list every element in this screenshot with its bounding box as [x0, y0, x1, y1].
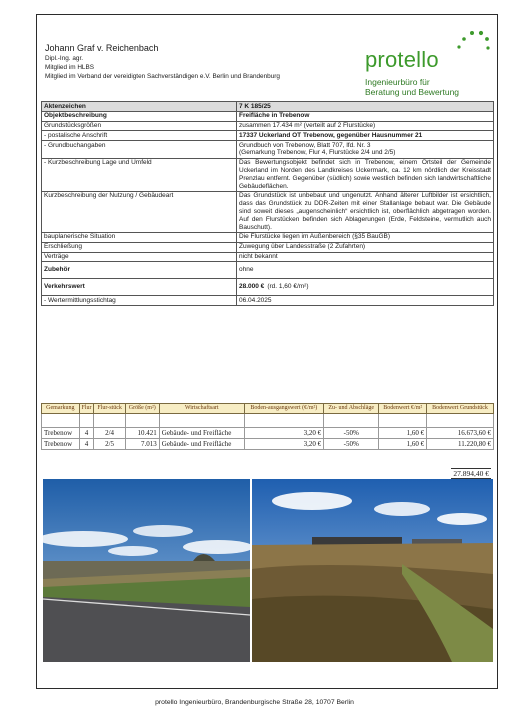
spacer-cell: [244, 414, 324, 428]
valuation-cell: 10.421: [125, 428, 159, 439]
author-name: Johann Graf v. Reichenbach: [45, 43, 159, 53]
valuation-cell: 1,60 €: [379, 439, 427, 450]
info-row: [42, 131, 494, 141]
info-value: [237, 102, 494, 112]
info-value-text: Die Flurstücke liegen im Außenbereich (§35 BauGB): [239, 233, 391, 241]
info-value: [237, 279, 494, 296]
valuation-header-cell: Wirtschaftsart: [159, 404, 244, 414]
valuation-header-cell: Boden-ausgangswert (€/m²): [244, 404, 324, 414]
info-row: [42, 262, 494, 279]
info-value-text: ohne: [239, 266, 254, 274]
property-info-table: [41, 101, 494, 306]
valuation-cell: Trebenow: [42, 428, 80, 439]
spacer-cell: [79, 414, 94, 428]
valuation-cell: 2/4: [94, 428, 125, 439]
spacer-cell: [159, 414, 244, 428]
info-value-note: (rd. 1,60 €/m²): [267, 283, 309, 291]
info-row: [42, 232, 494, 242]
author-block: [45, 43, 280, 81]
info-key: Verkehrswert: [42, 279, 237, 296]
valuation-header-cell: Größe (m²): [125, 404, 159, 414]
info-row: [42, 111, 494, 121]
info-value: [237, 232, 494, 242]
valuation-row: [42, 439, 494, 450]
info-value: [237, 262, 494, 279]
info-value: [237, 141, 494, 159]
info-value: [237, 252, 494, 262]
info-value-text: 06.04.2025: [239, 296, 272, 304]
info-row: [42, 296, 494, 306]
document-page: [36, 14, 498, 689]
logo-tagline: [365, 77, 459, 97]
info-key: Zubehör: [42, 262, 237, 279]
protello-logo: [359, 25, 491, 103]
logo-tagline-1: Ingenieurbüro für: [365, 77, 430, 87]
info-key: Objektbeschreibung: [42, 111, 237, 121]
info-value: [237, 158, 494, 191]
page-footer: protello Ingenieurbüro, Brandenburgische Straße 28, 10707 Berlin: [155, 699, 354, 706]
info-row: [42, 158, 494, 191]
author-membership-1: Mitglied im HLBS: [45, 63, 95, 71]
info-key: Aktenzeichen: [42, 102, 237, 112]
valuation-header-cell: Flur-stück: [94, 404, 125, 414]
info-key: Verträge: [42, 252, 237, 262]
valuation-cell: -50%: [324, 439, 379, 450]
info-value-text: 28.000 €: [239, 283, 265, 291]
spacer-cell: [125, 414, 159, 428]
valuation-header-cell: Flur: [79, 404, 94, 414]
author-degree: Dipl.-Ing. agr.: [45, 54, 84, 62]
valuation-total: 27.894,40 €: [453, 469, 489, 478]
valuation-header-cell: Bodenwert Grundstück: [427, 404, 494, 414]
spacer-cell: [42, 414, 80, 428]
info-row: [42, 252, 494, 262]
info-value-text: Das Bewertungsobjekt befindet sich in Trebenow, einem Ortsteil der Gemeinde Uckerland im Norden des Landkreises Uckermark, ca. 12 km nördlich der Kreisstadt Prenzlau entfernt. Gegenüber (südlich) sowie westlich befinden sich landwirtschaftliche Gebäudeflächen.: [239, 159, 491, 190]
valuation-cell: 4: [79, 428, 94, 439]
info-row: [42, 191, 494, 232]
info-value-text: 7 K 185/25: [239, 102, 271, 110]
logo-dots-icon: [455, 27, 491, 63]
info-value: [237, 296, 494, 306]
info-value-text: Das Grundstück ist unbebaut und ungenutzt. Anhand älterer Luftbilder ist ersichtlich, dass das Grundstück zu DDR-Zeiten mit einer Stallanlage bebaut war. Die Gebäude sind soweit dieses „augenscheinlich“ ersichtlich ist, oberflächlich abgetragen worden. Auf den Flurstücken befinden sich Ablagerungen (Erde, Feldsteine, vermutlich auch Bauschutt).: [239, 192, 491, 231]
valuation-cell: 16.673,60 €: [427, 428, 494, 439]
info-value-text-2: (Gemarkung Trebenow, Flur 4, Flurstücke 2/4 und 2/5): [239, 149, 396, 157]
info-value: [237, 111, 494, 121]
info-value-text: zusammen 17.434 m² (verteilt auf 2 Flurstücke): [239, 122, 376, 130]
info-value-text: nicht bekannt: [239, 253, 278, 261]
info-value-text: Freifläche in Trebenow: [239, 112, 310, 120]
info-row: [42, 242, 494, 252]
logo-wordmark: protello: [365, 47, 439, 72]
info-key: - Grundbuchangaben: [42, 141, 237, 159]
info-value-text: 17337 Uckerland OT Trebenow, gegenüber Hausnummer 21: [239, 131, 423, 139]
valuation-cell: -50%: [324, 428, 379, 439]
info-key: bauplanerische Situation: [42, 232, 237, 242]
valuation-cell: Trebenow: [42, 439, 80, 450]
info-key: Erschließung: [42, 242, 237, 252]
author-membership-2: Mitglied im Verband der vereidigten Sachverständigen e.V. Berlin und Brandenburg: [45, 72, 280, 80]
info-row: [42, 141, 494, 159]
valuation-cell: Gebäude- und Freifläche: [159, 439, 244, 450]
valuation-header-cell: Zu- und Abschläge: [324, 404, 379, 414]
info-key: - Kurzbeschreibung Lage und Umfeld: [42, 158, 237, 191]
info-key: Kurzbeschreibung der Nutzung / Gebäudeart: [42, 191, 237, 232]
valuation-cell: 11.220,80 €: [427, 439, 494, 450]
valuation-header-cell: Gemarkung: [42, 404, 80, 414]
info-value-text: Zuwegung über Landesstraße (2 Zufahrten): [239, 243, 366, 251]
valuation-row: [42, 428, 494, 439]
info-key: - postalische Anschrift: [42, 131, 237, 141]
info-row: [42, 279, 494, 296]
info-value: [237, 121, 494, 131]
info-row: [42, 102, 494, 112]
valuation-cell: 3,20 €: [244, 439, 324, 450]
spacer-cell: [324, 414, 379, 428]
info-value-text: Grundbuch von Trebenow, Blatt 707, lfd. Nr. 3: [239, 141, 371, 149]
spacer-cell: [94, 414, 125, 428]
valuation-cell: 4: [79, 439, 94, 450]
info-value: [237, 242, 494, 252]
info-value: [237, 191, 494, 232]
info-key: - Wertermittlungsstichtag: [42, 296, 237, 306]
info-value: [237, 131, 494, 141]
logo-tagline-2: Beratung und Bewertung: [365, 87, 460, 97]
valuation-cell: Gebäude- und Freifläche: [159, 428, 244, 439]
spacer-cell: [427, 414, 494, 428]
valuation-cell: 3,20 €: [244, 428, 324, 439]
info-key: Grundstücksgrößen: [42, 121, 237, 131]
valuation-header-cell: Bodenwert €/m²: [379, 404, 427, 414]
valuation-cell: 2/5: [94, 439, 125, 450]
photo-road-view: [43, 479, 250, 662]
photo-field-view: [252, 479, 493, 662]
valuation-table: [41, 403, 494, 450]
valuation-cell: 7.013: [125, 439, 159, 450]
spacer-cell: [379, 414, 427, 428]
valuation-spacer-row: [42, 414, 494, 428]
valuation-cell: 1,60 €: [379, 428, 427, 439]
info-row: [42, 121, 494, 131]
